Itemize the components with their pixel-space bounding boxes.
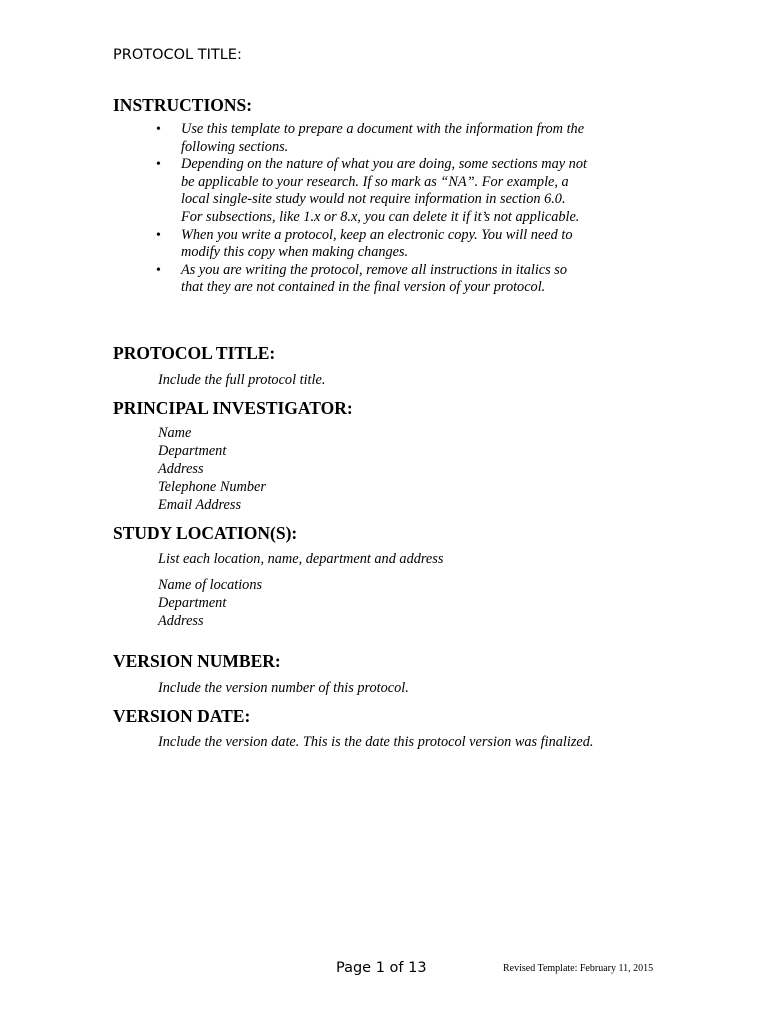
study-locations-details: Name of locations Department Address bbox=[158, 577, 263, 629]
version-date-heading: VERSION DATE: bbox=[113, 706, 251, 726]
bullet-icon: • bbox=[156, 157, 161, 173]
version-number-text: Include the version number of this protocol. bbox=[158, 680, 409, 696]
page-number: Page 1 of 13 bbox=[336, 960, 427, 976]
study-locations-heading: STUDY LOCATION(S): bbox=[113, 523, 298, 543]
principal-investigator-details: Name Department Address Telephone Number Email Address bbox=[158, 425, 266, 513]
principal-investigator-heading: PRINCIPAL INVESTIGATOR: bbox=[113, 398, 353, 418]
revised-template-note: Revised Template: February 11, 2015 bbox=[503, 963, 654, 974]
page-header-title: PROTOCOL TITLE: bbox=[113, 47, 242, 63]
protocol-title-text: Include the full protocol title. bbox=[158, 372, 326, 388]
study-locations-intro: List each location, name, department and address bbox=[158, 551, 444, 567]
instructions-list bbox=[113, 121, 633, 297]
protocol-title-heading: PROTOCOL TITLE: bbox=[113, 343, 276, 363]
instruction-item: • When you write a protocol, keep an electronic copy. You will need to modify this copy when making changes. bbox=[156, 226, 573, 261]
bullet-icon: • bbox=[156, 122, 161, 137]
instruction-item: • Depending on the nature of what you are doing, some sections may not be applicable to your research. If so mark as “NA”. For example, a local single-site study would not require information in section 6.0. For subsections, like 1.x or 8.x, you can delete it if it’s not applicable. bbox=[156, 156, 587, 225]
instruction-item: • As you are writing the protocol, remove all instructions in italics so that they are not contained in the final version of your protocol. bbox=[156, 261, 567, 296]
instruction-item: • Use this template to prepare a document with the information from the following sections. bbox=[156, 121, 585, 155]
bullet-icon: • bbox=[156, 262, 161, 278]
instructions-heading: INSTRUCTIONS: bbox=[113, 95, 253, 115]
bullet-icon: • bbox=[156, 227, 161, 243]
version-number-heading: VERSION NUMBER: bbox=[113, 651, 281, 671]
version-date-text: Include the version date. This is the date this protocol version was finalized. bbox=[158, 734, 594, 750]
